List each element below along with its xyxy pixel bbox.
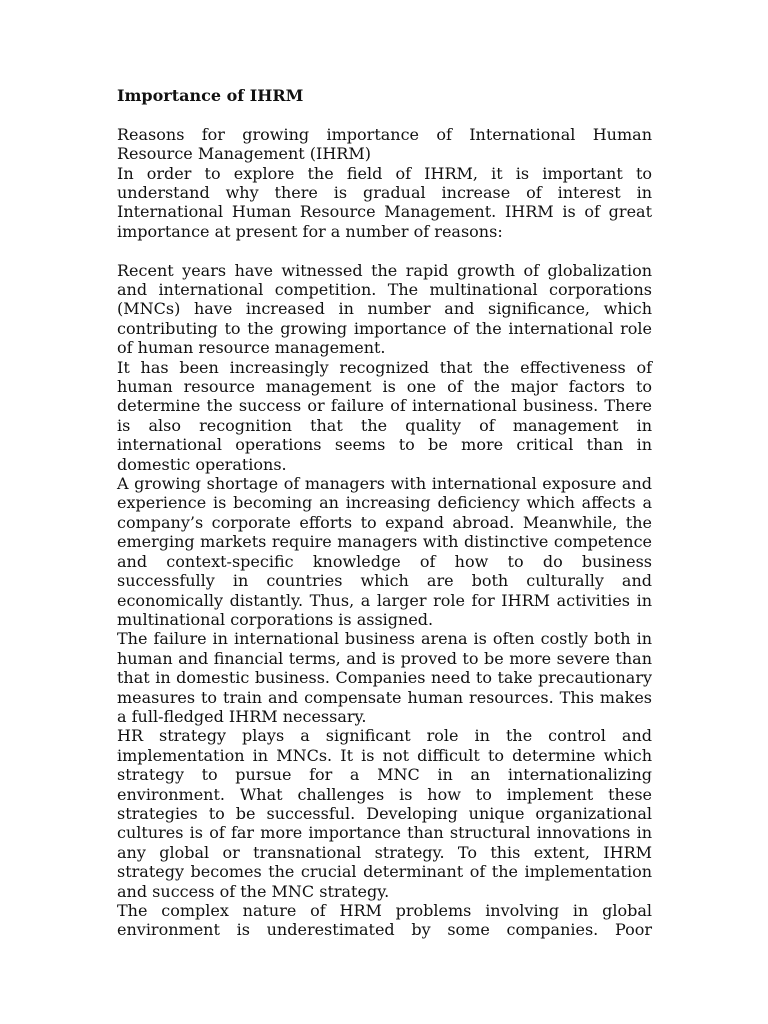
paragraph-shortage: A growing shortage of managers with international exposure and experience is becoming an increasing deficiency which affects a company’s corporate efforts to expand abroad. Meanwhile, the emerging markets require managers with distinctive competence and context-specific knowledge of how to do business successfully in countries which are both culturally and economically distantly. Thus, a larger role for IHRM activities in multinational corporations is assigned. xyxy=(117,474,652,629)
paragraph-intro: In order to explore the field of IHRM, it is important to understand why there is gradual increase of interest in International Human Resource Management. IHRM is of great importance at present for a number of reasons: xyxy=(117,163,652,241)
paragraph-subtitle: Reasons for growing importance of International Human Resource Management (IHRM) xyxy=(117,124,652,164)
spacer xyxy=(117,105,652,124)
paragraph-failure: The failure in international business arena is often costly both in human and financial terms, and is proved to be more severe than that in domestic business. Companies need to take precautionary measures to train and compensate human resources. This makes a full-fledged IHRM necessary. xyxy=(117,629,652,726)
paragraph-complex-nature: The complex nature of HRM problems involving in global environment is underestimated by some companies. Poor xyxy=(117,901,652,940)
spacer xyxy=(117,241,652,260)
paragraph-globalization: Recent years have witnessed the rapid growth of globalization and international competition. The multinational corporations (MNCs) have increased in number and significance, which contributing to the growing importance of the international role of human resource management. xyxy=(117,260,652,358)
paragraph-hr-strategy: HR strategy plays a significant role in the control and implementation in MNCs. It is not difficult to determine which strategy to pursue for a MNC in an internationalizing environment. What challenges is how to implement these strategies to be successful. Developing unique organizational cultures is of far more importance than structural innovations in any global or transnational strategy. To this extent, IHRM strategy becomes the crucial determinant of the implementation and success of the MNC strategy. xyxy=(117,726,652,901)
document-title: Importance of IHRM xyxy=(117,86,304,105)
paragraph-effectiveness: It has been increasingly recognized that the effectiveness of human resource management is one of the major factors to determine the success or failure of international business. There is also recognition that the quality of management in international operations seems to be more critical than in domestic operations. xyxy=(117,357,652,474)
document-page xyxy=(117,86,652,940)
